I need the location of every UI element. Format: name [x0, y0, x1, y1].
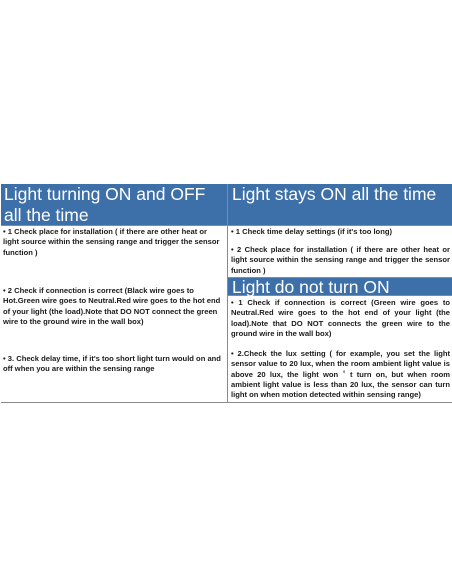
right-column	[228, 184, 452, 402]
left-item-1: • 1 Check place for installation ( if there are other heat or light source within the sensing range and trigger the sensor function )	[3, 227, 220, 257]
right-item-1: • 1 Check time delay settings (if it's too long)	[231, 227, 393, 236]
header-light-stays-on: Light stays ON all the time	[228, 184, 452, 226]
right-item-3: • 1 Check if connection is correct (Green wire goes to Neutral.Red wire goes to the hot end of your light (the load).Note that DO NOT connects the green wire to the ground wire in the wall box)	[231, 298, 450, 338]
right-item-2: • 2 Check place for installation ( if there are other heat or light source within the sensing range and trigger the sensor function )	[231, 245, 450, 275]
left-item-3: • 3. Check delay time, if it's too short light turn would on and off when you are within the sensing range	[3, 354, 221, 374]
left-item-2: • 2 Check if connection is correct (Black wire goes to Hot.Green wire goes to Neutral.Red wire goes to the hot end of your light (the load).Note that DO NOT connect the green wire to the ground wire in the wall box)	[3, 286, 221, 326]
header-light-on-off: Light turning ON and OFF all the time	[1, 184, 227, 226]
right-item-4: • 2.Check the lux setting ( for example, you set the light sensor value to 20 lux, when the room ambient light value is above 20 lux, the light won＇t turn on, but when room ambient light value is less than 20 lux, the sensor can turn light on when motion detected within sensing range)	[231, 349, 450, 400]
left-column	[1, 184, 228, 402]
troubleshooting-table	[1, 184, 452, 403]
header-light-do-not-turn-on: Light do not turn ON	[228, 277, 452, 296]
